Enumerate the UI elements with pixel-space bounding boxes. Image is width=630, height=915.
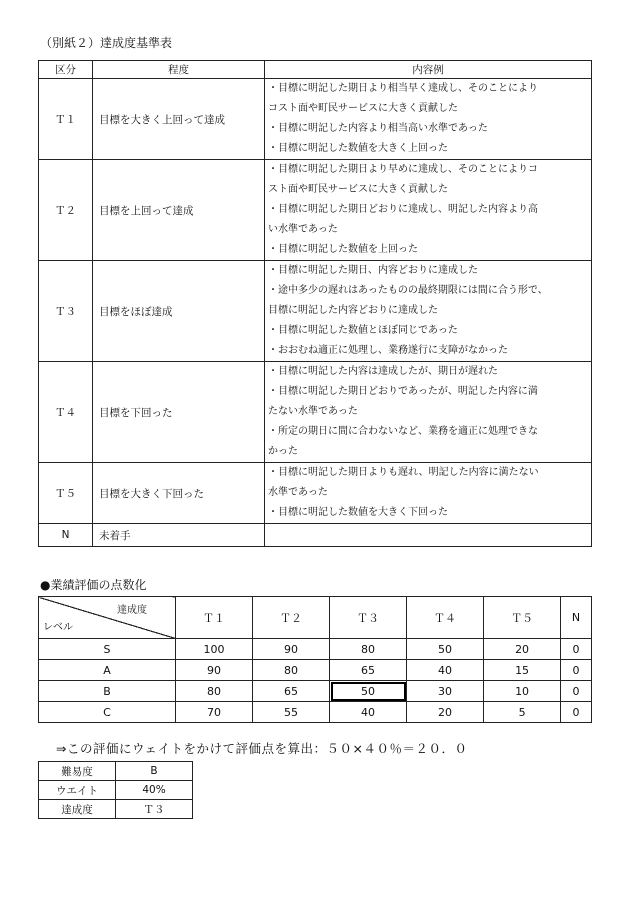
level-cell: Ｔ４	[39, 362, 93, 463]
level-cell: N	[39, 524, 93, 547]
content-cell	[265, 362, 592, 463]
column-header: N	[561, 597, 592, 639]
summary-value: 40%	[116, 781, 193, 800]
content-line: ・目標に明記した期日よりも遅れ、明記した内容に満たない	[268, 467, 539, 478]
calculation-text: ⇒この評価にウェイトをかけて評価点を算出：５０×４０％＝２０．０	[56, 741, 468, 756]
content-cell	[265, 524, 592, 547]
header-degree: 程度	[93, 61, 265, 79]
score-cell: 0	[561, 660, 592, 681]
score-cell: 10	[484, 681, 561, 702]
content-cell	[265, 79, 592, 160]
score-cell: 0	[561, 639, 592, 660]
content-line: ・おおむね適正に処理し、業務遂行に支障がなかった	[268, 345, 508, 356]
degree-cell: 目標を大きく下回った	[93, 463, 265, 524]
score-cell: 80	[330, 639, 407, 660]
summary-key: ウエイト	[39, 781, 116, 800]
content-line: かった	[268, 446, 298, 457]
corner-header	[39, 597, 176, 639]
score-cell: 100	[176, 639, 253, 660]
content-cell	[265, 160, 592, 261]
corner-achievement-label: 達成度	[117, 605, 147, 616]
score-cell: 55	[253, 702, 330, 723]
table-row	[39, 781, 193, 800]
score-cell: 30	[407, 681, 484, 702]
level-cell: Ｔ１	[39, 79, 93, 160]
content-line: ・所定の期日に間に合わないなど、業務を適正に処理できな	[268, 426, 538, 437]
header-level: 区分	[39, 61, 93, 79]
content-line: ・途中多少の遅れはあったものの最終期限には間に合う形で、	[268, 285, 548, 296]
score-cell: 90	[253, 639, 330, 660]
content-line: ・目標に明記した期日より早めに達成し、そのことによりコ	[268, 164, 538, 175]
score-cell: 50	[407, 639, 484, 660]
score-cell: 80	[253, 660, 330, 681]
content-line: ・目標に明記した期日より相当早く達成し、そのことにより	[268, 83, 538, 94]
section-title: ●業績評価の点数化	[40, 578, 147, 592]
degree-cell: 未着手	[93, 524, 265, 547]
score-cell: 65	[330, 660, 407, 681]
summary-value: B	[116, 762, 193, 781]
table-row	[39, 660, 592, 681]
score-cell: 20	[407, 702, 484, 723]
score-cell: 0	[561, 702, 592, 723]
content-line: ・目標に明記した内容より相当高い水準であった	[268, 123, 488, 134]
table-row	[39, 160, 592, 261]
table-row	[39, 79, 592, 160]
content-line: ・目標に明記した期日どおりに達成し、明記した内容より高	[268, 204, 538, 215]
degree-cell: 目標を上回って達成	[93, 160, 265, 261]
score-cell: 40	[407, 660, 484, 681]
degree-cell: 目標を大きく上回って達成	[93, 79, 265, 160]
content-line: ・目標に明記した数値とほぼ同じであった	[268, 325, 458, 336]
table-row	[39, 524, 592, 547]
content-line: ・目標に明記した期日、内容どおりに達成した	[268, 265, 478, 276]
level-cell: Ｔ５	[39, 463, 93, 524]
table-row	[39, 681, 592, 702]
table-row	[39, 800, 193, 819]
table-row	[39, 261, 592, 362]
summary-table	[38, 761, 193, 819]
header-row	[39, 61, 592, 79]
row-level: A	[39, 660, 176, 681]
content-line: ・目標に明記した数値を大きく下回った	[268, 507, 448, 518]
achievement-criteria-table	[38, 60, 592, 547]
summary-key: 達成度	[39, 800, 116, 819]
column-header: Ｔ５	[484, 597, 561, 639]
table-row	[39, 639, 592, 660]
content-line: ・目標に明記した数値を大きく上回った	[268, 143, 448, 154]
degree-cell: 目標をほぼ達成	[93, 261, 265, 362]
document-title: （別紙２）達成度基準表	[40, 36, 173, 50]
row-level: S	[39, 639, 176, 660]
content-line: 水準であった	[268, 487, 328, 498]
score-cell: 40	[330, 702, 407, 723]
level-cell: Ｔ２	[39, 160, 93, 261]
summary-key: 難易度	[39, 762, 116, 781]
score-cell: 70	[176, 702, 253, 723]
level-cell: Ｔ３	[39, 261, 93, 362]
score-cell: 15	[484, 660, 561, 681]
score-cell: 80	[176, 681, 253, 702]
score-cell: 0	[561, 681, 592, 702]
summary-value: Ｔ３	[116, 800, 193, 819]
content-cell	[265, 261, 592, 362]
column-header: Ｔ２	[253, 597, 330, 639]
column-header: Ｔ３	[330, 597, 407, 639]
highlighted-score-cell: 50	[330, 681, 407, 702]
content-line: 目標に明記した内容どおりに達成した	[268, 305, 438, 316]
table-row	[39, 762, 193, 781]
table-row	[39, 463, 592, 524]
header-content: 内容例	[265, 61, 592, 79]
score-cell: 90	[176, 660, 253, 681]
score-cell: 5	[484, 702, 561, 723]
score-cell: 20	[484, 639, 561, 660]
column-header: Ｔ４	[407, 597, 484, 639]
degree-cell: 目標を下回った	[93, 362, 265, 463]
content-line: ・目標に明記した期日どおりであったが、明記した内容に満	[268, 386, 538, 397]
table-row	[39, 702, 592, 723]
content-line: コスト面や町民サービスに大きく貢献した	[268, 103, 458, 114]
content-line: ・目標に明記した内容は達成したが、期日が遅れた	[268, 366, 498, 377]
content-line: スト面や町民サービスに大きく貢献した	[268, 184, 448, 195]
column-header: Ｔ１	[176, 597, 253, 639]
score-table	[38, 596, 592, 723]
content-cell	[265, 463, 592, 524]
content-line: たない水準であった	[268, 406, 358, 417]
header-row	[39, 597, 592, 639]
row-level: C	[39, 702, 176, 723]
content-line: い水準であった	[268, 224, 338, 235]
table-row	[39, 362, 592, 463]
score-cell: 65	[253, 681, 330, 702]
corner-level-label: レベル	[43, 622, 73, 633]
row-level: B	[39, 681, 176, 702]
content-line: ・目標に明記した数値を上回った	[268, 244, 418, 255]
